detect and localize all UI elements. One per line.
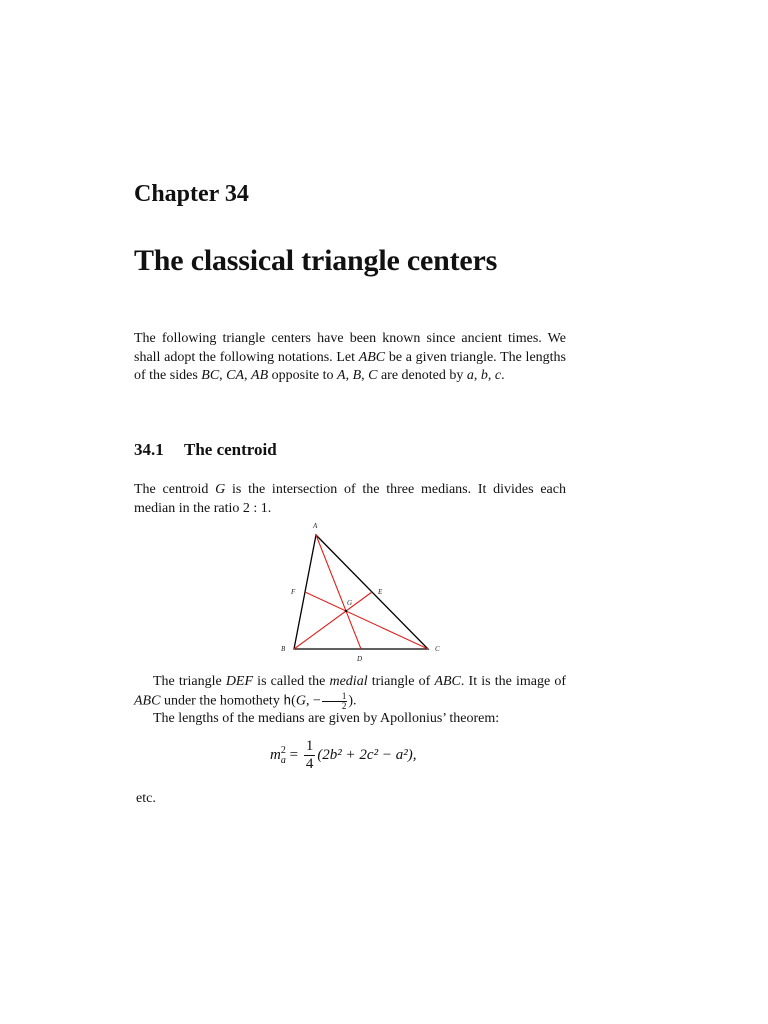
centroid-paragraph: The centroid G is the intersection of the three medians. It divides each median in the ratio 2 : 1.: [134, 482, 566, 516]
label-d: D: [357, 655, 363, 663]
centroid-diagram: [270, 518, 460, 666]
label-e: E: [378, 588, 383, 596]
quarter-fraction: $\frac{1}{4}$: [305, 738, 314, 772]
apollonius-line: The lengths of the medians are given by Apollonius’ theorem:: [153, 711, 500, 726]
intro-paragraph: The following triangle centers have been known since ancient times. We shall adopt the following notations. Let ABC be a given triangle. The lengths of the sides BC, CA, AB opposite to A, B, C are denoted by a, b, c.: [134, 331, 566, 384]
label-g: G: [347, 599, 353, 607]
section-number: 34.1: [134, 440, 164, 459]
median-b: [294, 592, 372, 649]
median-c: [305, 592, 428, 649]
label-a: A: [313, 522, 318, 530]
centroid-point: [345, 610, 347, 612]
medial-paragraph: The triangle DEF is called the medial triangle of ABC. It is the image of ABC under the homothety h(G, − $\frac{1}{2}$ ).: [134, 674, 566, 711]
label-b: B: [281, 645, 286, 653]
section-heading: [134, 440, 277, 460]
chapter-title: The classical triangle centers: [134, 244, 498, 277]
centroid-figure: [270, 518, 460, 666]
half-fraction: $\frac{1}{2}$: [322, 692, 348, 711]
etc-text: etc.: [136, 791, 156, 806]
apollonius-equation: m 2 a = $\frac{1}{4}$ (2b² + 2c² − a²),: [270, 738, 417, 772]
chapter-label: Chapter 34: [134, 181, 249, 207]
label-c: C: [435, 645, 440, 653]
median-a: [316, 535, 361, 649]
label-f: F: [291, 588, 296, 596]
section-title: The centroid: [184, 440, 277, 459]
triangle-abc: [294, 535, 428, 649]
